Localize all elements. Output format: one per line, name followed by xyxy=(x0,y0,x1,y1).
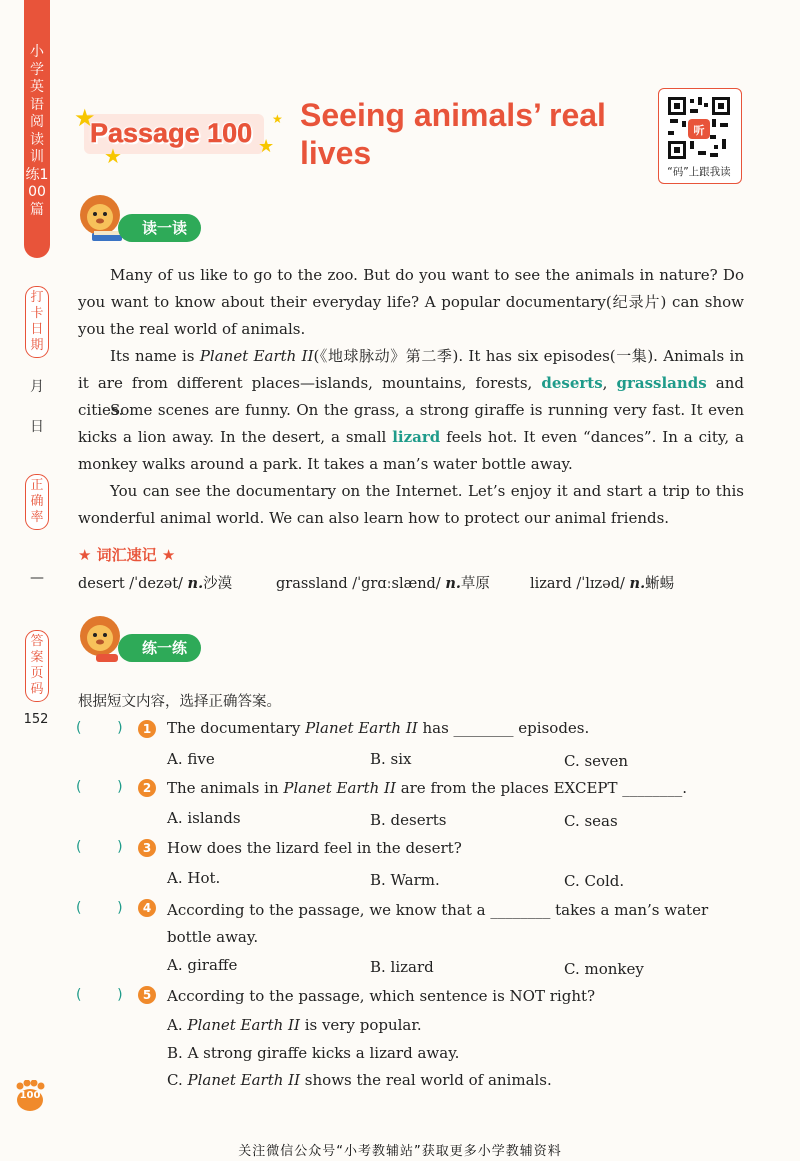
lion-mascot-icon xyxy=(78,193,126,245)
answer-page-label: 答案页码 xyxy=(25,630,49,702)
question-number: 2 xyxy=(138,779,156,797)
question-text: The animals in Planet Earth II are from the places EXCEPT ________. xyxy=(167,779,688,797)
option[interactable]: C. Cold. xyxy=(564,872,625,890)
star-icon: ★ xyxy=(258,136,275,157)
answer-blank[interactable]: ( ) xyxy=(76,720,123,736)
vocab-item: lizard /ˈlɪzəd/ n.蜥蜴 xyxy=(530,575,675,592)
option[interactable]: A. giraffe xyxy=(167,956,238,974)
vocab-highlight: lizard xyxy=(392,428,441,446)
question-text: How does the lizard feel in the desert? xyxy=(167,839,462,857)
vocab-item: grassland /ˈgrɑːslænd/ n.草原 xyxy=(276,575,490,592)
footer-notice: 关注微信公众号“小考教辅站”获取更多小学教辅资料 xyxy=(238,1144,562,1159)
lion-mascot-icon xyxy=(78,614,126,666)
option[interactable]: B. Warm. xyxy=(370,871,440,889)
section-practice-header: 练一练 xyxy=(118,634,201,662)
day-label: 日 xyxy=(30,419,44,435)
star-icon: ★ xyxy=(74,104,96,132)
vocab-highlight: grasslands xyxy=(616,374,707,392)
question-number: 1 xyxy=(138,720,156,738)
answer-blank[interactable]: ( ) xyxy=(76,839,123,855)
accuracy-blank: — xyxy=(30,570,44,586)
checkin-label: 打卡日期 xyxy=(25,286,49,358)
option[interactable]: B. A strong giraffe kicks a lizard away. xyxy=(167,1044,460,1062)
question-text: The documentary Planet Earth II has ________ episodes. xyxy=(167,719,590,737)
qr-caption: “码”上跟我读 xyxy=(667,166,731,178)
star-icon: ★ xyxy=(104,144,122,168)
vocab-title: ★ 词汇速记 ★ xyxy=(78,546,176,564)
option[interactable]: C. Planet Earth II shows the real world of animals. xyxy=(167,1071,552,1089)
option[interactable]: A. five xyxy=(167,750,215,768)
section-read-header: 读一读 xyxy=(118,214,201,242)
documentary-title: Planet Earth II xyxy=(199,347,314,365)
passage-paragraph-2: Its name is Planet Earth II(《地球脉动》第二季). It has six episodes(一集). Animals in it are from different places—islands, mountains, forests, deserts, grasslands and cities. xyxy=(78,347,745,419)
star-icon: ★ xyxy=(272,112,283,126)
option[interactable]: B. deserts xyxy=(370,811,447,829)
page-number-badge: 100 xyxy=(19,1090,41,1101)
question-number: 3 xyxy=(138,839,156,857)
question-text: According to the passage, which sentence is NOT right? xyxy=(167,987,596,1005)
option[interactable]: B. lizard xyxy=(370,958,434,976)
option[interactable]: B. six xyxy=(370,750,412,768)
question-text: According to the passage, we know that a ________ takes a man’s water bottle away. xyxy=(167,901,709,946)
accuracy-label: 正确率 xyxy=(25,474,49,530)
option[interactable]: A. Planet Earth II is very popular. xyxy=(167,1016,422,1034)
passage-paragraph-1: Many of us like to go to the zoo. But do you want to see the animals in nature? Do you want to know about their everyday life? A popular documentary(纪录片) can show you the real world of animals. xyxy=(78,266,744,338)
option[interactable]: C. seas xyxy=(564,812,618,830)
answer-page-number: 152 xyxy=(23,712,49,727)
passage-label: Passage 100 xyxy=(90,118,253,148)
qr-code-icon[interactable] xyxy=(666,95,732,161)
answer-blank[interactable]: ( ) xyxy=(76,900,123,916)
vocab-item: desert /ˈdezət/ n.沙漠 xyxy=(78,575,233,592)
question-number: 4 xyxy=(138,899,156,917)
option[interactable]: A. Hot. xyxy=(167,869,221,887)
answer-blank[interactable]: ( ) xyxy=(76,987,123,1003)
passage-paragraph-3: Some scenes are funny. On the grass, a strong giraffe is running very fast. It even kicks a lion away. In the desert, a small lizard feels hot. It even “dances”. In a city, a monkey walks around a park. It takes a man’s water bottle away. xyxy=(78,401,745,473)
answer-blank[interactable]: ( ) xyxy=(76,779,123,795)
series-title: 小学英语阅读训练100篇 xyxy=(25,44,49,218)
listen-label: 听 xyxy=(693,124,705,137)
option[interactable]: A. islands xyxy=(167,809,241,827)
option[interactable]: C. seven xyxy=(564,752,629,770)
month-label: 月 xyxy=(30,379,44,395)
question-number: 5 xyxy=(138,986,156,1004)
instruction: 根据短文内容，选择正确答案。 xyxy=(78,694,281,710)
passage-paragraph-4: You can see the documentary on the Internet. Let’s enjoy it and start a trip to this wonderful animal world. We can also learn how to protect our animal friends. xyxy=(78,482,744,527)
vocab-highlight: deserts xyxy=(541,374,603,392)
page-title: Seeing animals’ real lives xyxy=(300,97,606,171)
option[interactable]: C. monkey xyxy=(564,960,644,978)
